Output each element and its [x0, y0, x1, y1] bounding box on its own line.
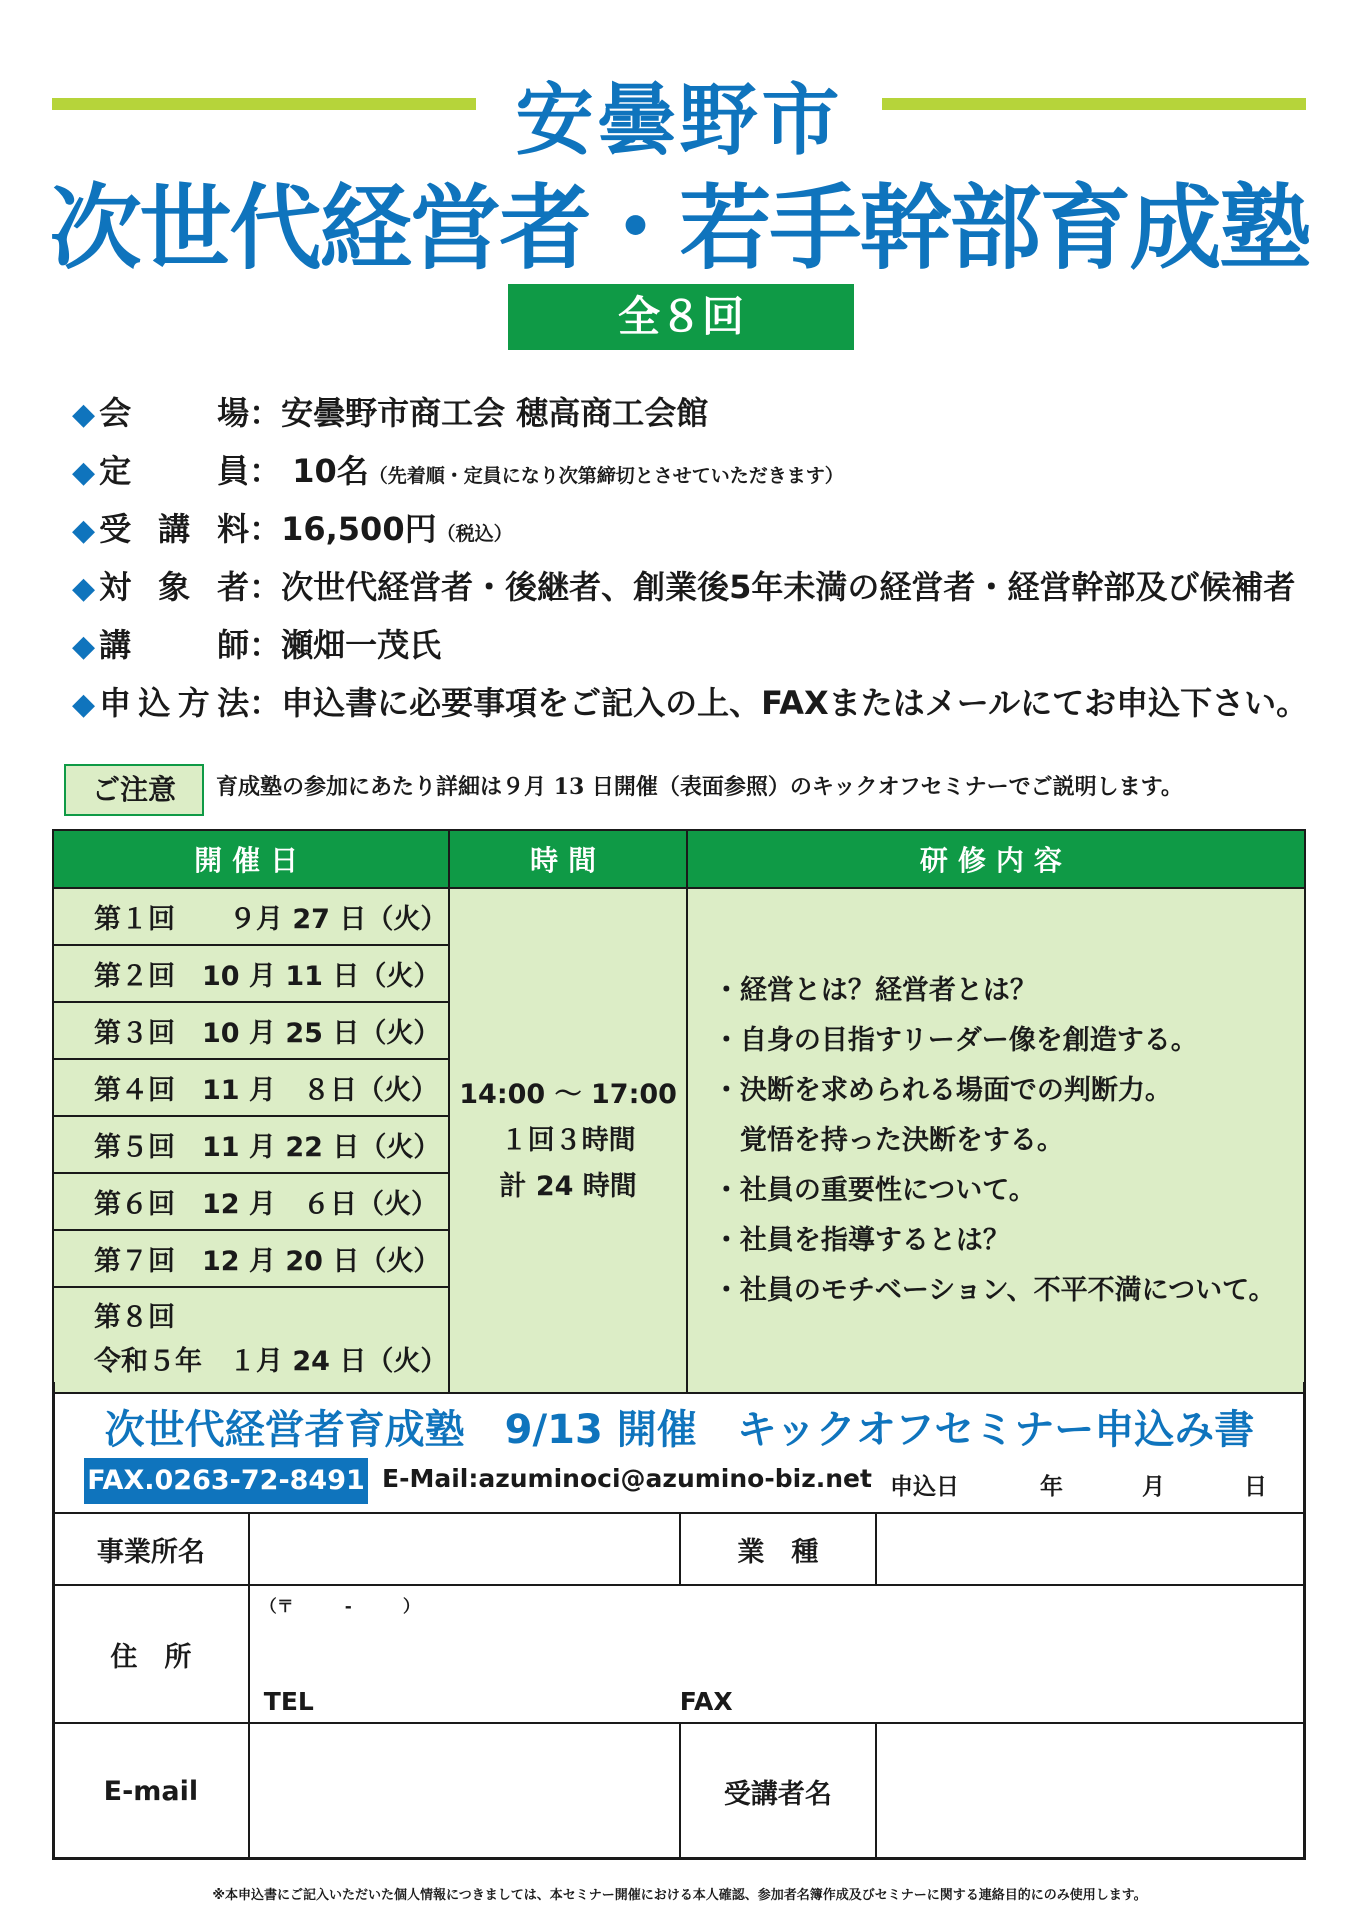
attendee-label: 受講者名 [680, 1723, 876, 1859]
session-row: 第７回 12 月 20 日（火） [53, 1230, 449, 1287]
notice-text: 育成塾の参加にあたり詳細は９月 13 日開催（表面参照）のキックオフセミナーでご説明します。 [216, 774, 1183, 800]
content-line: ・経営とは？経営者とは？ [712, 974, 1037, 1006]
content-line: ・社員を指導するとは？ [712, 1224, 1010, 1256]
header-content: 研修内容 [687, 830, 1305, 888]
info-lecturer: ◆ 講 師：瀬畑一茂氏 [72, 626, 442, 664]
fax-label: FAX [679, 1687, 733, 1716]
info-target: ◆ 対象者：次世代経営者・後継者、創業後5年未満の経営者・経営幹部及び候補者 [72, 568, 1296, 606]
sessions-badge: 全８回 [508, 284, 854, 350]
diamond-icon: ◆ [72, 397, 96, 432]
info-fee: ◆ 受講料：16,500円（税込） [72, 510, 513, 548]
address-field[interactable] [249, 1585, 1305, 1723]
day-label: 日 [1244, 1473, 1267, 1500]
session-row: 第５回 11 月 22 日（火） [53, 1116, 449, 1173]
content-line: ・決断を求められる場面での判断力。 [712, 1074, 1172, 1106]
session-row: 第６回 12 月 ６日（火） [53, 1173, 449, 1230]
email-field[interactable] [249, 1723, 680, 1859]
session-row: 第２回 10 月 11 日（火） [53, 945, 449, 1002]
address-label: 住 所 [53, 1585, 249, 1723]
diamond-icon: ◆ [72, 571, 96, 606]
content-line: ・社員のモチベーション、不平不満について。 [712, 1274, 1276, 1306]
diamond-icon: ◆ [72, 455, 96, 490]
month-label: 月 [1142, 1473, 1165, 1500]
industry-label: 業 種 [680, 1513, 876, 1585]
form-title: 次世代経営者育成塾 9/13 開催 キックオフセミナー申込み書 [104, 1407, 1255, 1453]
business-name-field[interactable] [249, 1513, 680, 1585]
business-name-label: 事業所名 [53, 1513, 249, 1585]
privacy-footnote: ※本申込書にご記入いただいた個人情報につきましては、本セミナー開催における本人確認、参加者名簿作成及びセミナーに関する連絡目的にのみ使用します。 [212, 1888, 1147, 1903]
content-line: ・自身の目指すリーダー像を創造する。 [712, 1024, 1198, 1056]
postal-code-label: （〒 - ） [259, 1597, 420, 1617]
session-row: 第８回 令和５年 １月 24 日（火） [53, 1287, 449, 1393]
header-time: 時間 [449, 830, 686, 888]
session-row: 第１回 ９月 27 日（火） [53, 888, 449, 945]
attendee-field[interactable] [876, 1723, 1305, 1859]
info-venue: ◆ 会 場：安曇野市商工会 穂高商工会館 [72, 394, 709, 432]
content-line: 覚悟を持った決断をする。 [712, 1124, 1064, 1156]
fax-number: FAX.0263-72-8491 [84, 1458, 368, 1504]
schedule-table [52, 829, 1306, 1394]
diamond-icon: ◆ [72, 629, 96, 664]
city-title: 安曇野市 [515, 76, 844, 166]
email-address: E-Mail:azuminoci@azumino-biz.net [382, 1464, 872, 1493]
session-row: 第３回 10 月 25 日（火） [53, 1002, 449, 1059]
industry-field[interactable] [876, 1513, 1305, 1585]
notice-label: ご注意 [64, 764, 204, 816]
email-label: E-mail [53, 1723, 249, 1859]
main-title: 次世代経営者・若手幹部育成塾 [49, 175, 1310, 282]
info-capacity: ◆ 定 員： 10名（先着順・定員になり次第締切とさせていただきます） [72, 452, 844, 490]
diamond-icon: ◆ [72, 513, 96, 548]
application-date-label: 申込日 [890, 1473, 959, 1500]
year-label: 年 [1040, 1473, 1063, 1500]
time-cell: 14:00 ～ 17:00 １回３時間 計 24 時間 [449, 888, 686, 1393]
session-row: 第４回 11 月 ８日（火） [53, 1059, 449, 1116]
header-date: 開催日 [53, 830, 449, 888]
diamond-icon: ◆ [72, 687, 96, 722]
tel-label: TEL [263, 1687, 314, 1716]
content-cell [687, 888, 1305, 1393]
info-application: ◆ 申込方法：申込書に必要事項をご記入の上、FAXまたはメールにてお申込下さい。 [72, 684, 1309, 722]
application-form-table [52, 1512, 1306, 1860]
content-line: ・社員の重要性について。 [712, 1174, 1036, 1206]
